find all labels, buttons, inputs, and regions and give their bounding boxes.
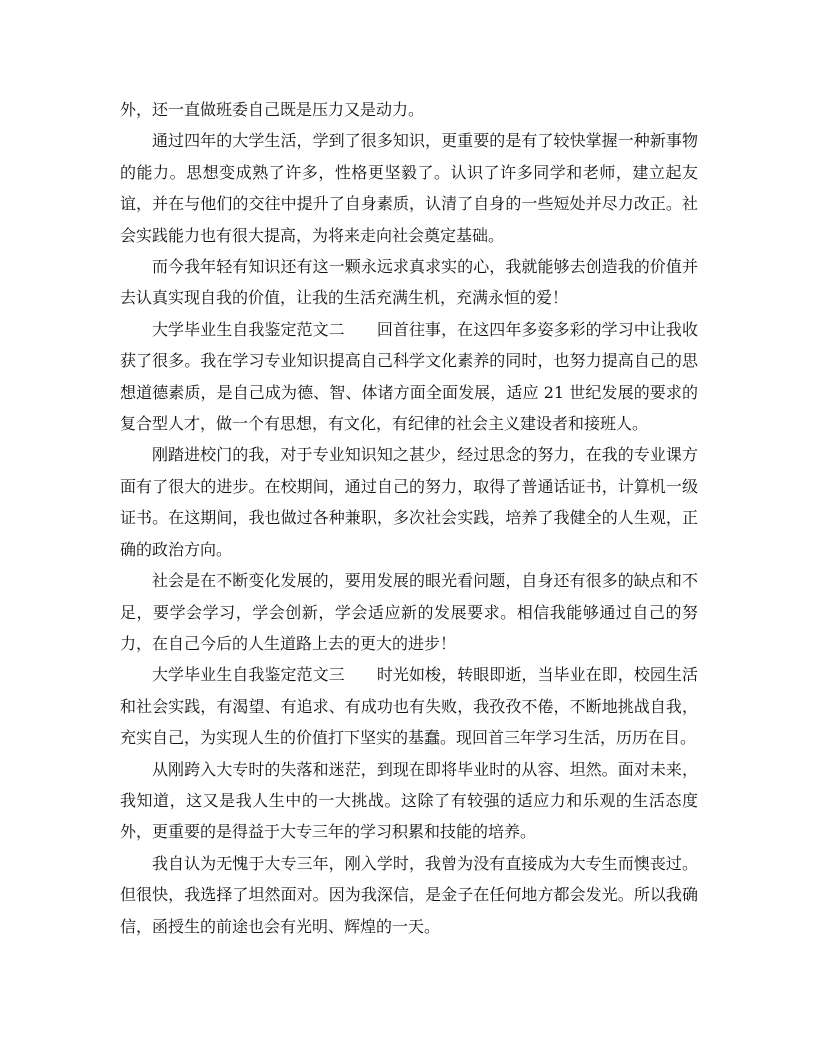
paragraph: 而今我年轻有知识还有这一颗永远求真求实的心，我就能够去创造我的价值并去认真实现自我的价值，让我的生活充满生机，充满永恒的爱！ (120, 257, 698, 308)
paragraph: 刚踏进校门的我，对于专业知识知之甚少，经过思念的努力，在我的专业课方面有了很大的进步。在校期间，通过自己的努力，取得了普通话证书，计算机一级证书。在这期间，我也做过各种兼职，多次社会实践，培养了我健全的人生观，正确的政治方向。 (120, 445, 698, 559)
document-page (120, 94, 698, 942)
paragraph-continued: 外，还一直做班委自己既是压力又是动力。 (120, 100, 425, 119)
paragraph: 社会是在不断变化发展的，要用发展的眼光看问题，自身还有很多的缺点和不足，要学会学习，学会创新，学会适应新的发展要求。相信我能够通过自己的努力，在自己今后的人生道路上去的更大的进步！ (120, 571, 698, 653)
paragraph-essay-two: 大学毕业生自我鉴定范文二 回首往事，在这四年多姿多彩的学习中让我收获了很多。我在学习专业知识提高自己科学文化素养的同时，也努力提高自己的思想道德素质，是自己成为德、智、体诸方面全面发展，适应 21 世纪发展的要求的复合型人才，做一个有思想，有文化，有纪律的社会主义建设者和接班人。 (120, 319, 698, 434)
paragraph-essay-three: 大学毕业生自我鉴定范文三 时光如梭，转眼即逝，当毕业在即，校园生活和社会实践，有渴望、有追求、有成功也有失败，我孜孜不倦，不断地挑战自我，充实自己，为实现人生的价值打下坚实的基蠢。现回首三年学习生活，历历在目。 (120, 665, 698, 748)
paragraph: 从刚跨入大专时的失落和迷茫，到现在即将毕业时的从容、坦然。面对未来，我知道，这又是我人生中的一大挑战。这除了有较强的适应力和乐观的生活态度外，更重要的是得益于大专三年的学习积累和技能的培养。 (120, 759, 698, 842)
paragraph: 我自认为无愧于大专三年，刚入学时，我曾为没有直接成为大专生而懊丧过。但很快，我选择了坦然面对。因为我深信，是金子在任何地方都会发光。所以我确信，函授生的前途也会有光明、辉煌的一天。 (120, 853, 698, 936)
paragraph: 通过四年的大学生活，学到了很多知识，更重要的是有了较快掌握一种新事物的能力。思想变成熟了许多，性格更坚毅了。认识了许多同学和老师，建立起友谊，并在与他们的交往中提升了自身素质，认清了自身的一些短处并尽力改正。社会实践能力也有很大提高，为将来走向社会奠定基础。 (120, 131, 698, 245)
